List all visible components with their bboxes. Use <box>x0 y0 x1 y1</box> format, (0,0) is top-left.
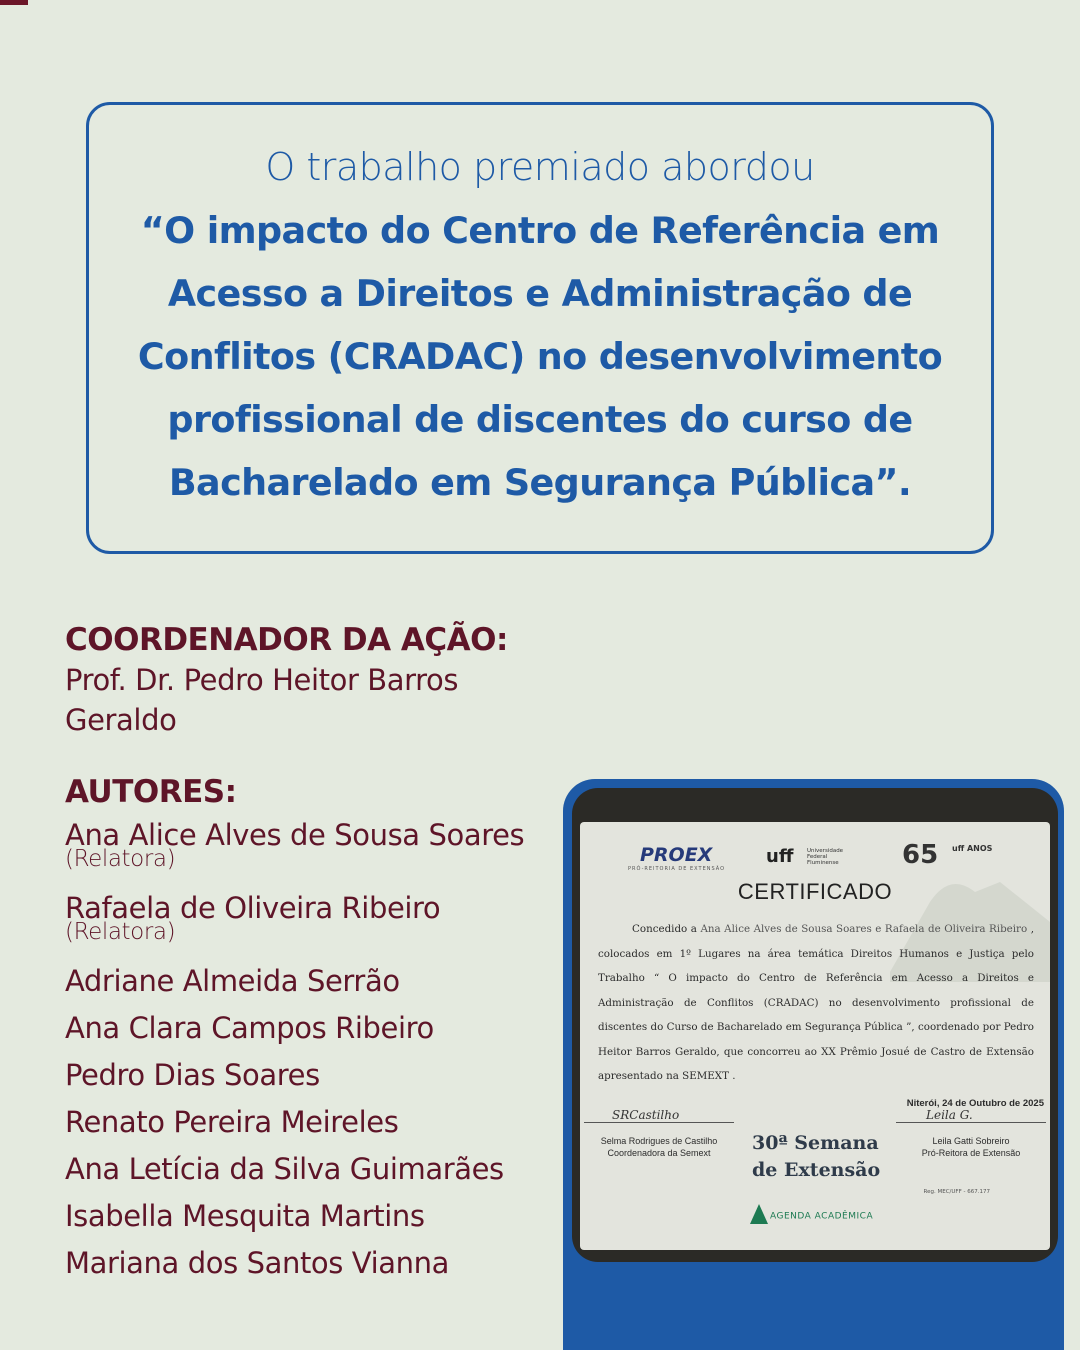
author-name: Pedro Dias Soares <box>65 1058 320 1092</box>
certificate-photo <box>572 788 1058 1262</box>
author-item <box>65 1146 565 1193</box>
semana-line-2: de Extensão <box>752 1159 881 1181</box>
author-name: Ana Clara Campos Ribeiro <box>65 1011 434 1045</box>
signature-left-role: Coordenadora da Semext <box>607 1148 711 1158</box>
quote-intro: O trabalho premiado abordou <box>265 145 815 189</box>
author-name: Ana Alice Alves de Sousa Soares <box>65 818 525 852</box>
author-item <box>65 958 565 1005</box>
uff-65-years-logo: 65 <box>902 840 939 870</box>
agenda-label: AGENDA ACADÊMICA <box>770 1211 874 1222</box>
certificate-date: Niterói, 24 de Outubro de 2025 <box>906 1098 1044 1109</box>
author-name: Adriane Almeida Serrão <box>65 964 400 998</box>
uff-logo-subtitle: Universidade Federal Fluminense <box>807 848 844 866</box>
author-role: (Relatora) <box>65 846 176 872</box>
award-quote-box <box>86 102 994 554</box>
certificate-paper <box>580 822 1050 1250</box>
author-item <box>65 885 565 958</box>
proex-logo-subtitle: PRÓ-REITORIA DE EXTENSÃO <box>628 866 726 872</box>
author-name: Ana Letícia da Silva Guimarães <box>65 1152 504 1186</box>
certificate-awardee-names: Ana Alice Alves de Sousa Soares e Rafaela de Oliveira Ribeiro <box>700 923 1028 935</box>
handwritten-signature-icon: Leila G. <box>926 1108 973 1122</box>
authors-list <box>65 812 565 1287</box>
semana-extensao-logo <box>752 1130 880 1184</box>
uff-65-years-subtitle: uff ANOS <box>952 844 993 853</box>
certificate-body-text: , colocados em 1º Lugares na área temática Direitos Humanos e Justiça pelo Trabalho “ O impacto do Centro de Referência em Acesso a Direitos e Administração de Conflitos (CRADAC) no desenvolvimento profissional de discentes do Curso de Bacharelado em Segurança Pública ”, coordenado por Pedro Heitor Barros Geraldo, que concorreu ao XX Prêmio Josué de Castro de Extensão apresentado na SEMEXT . <box>598 923 1034 1082</box>
people-section <box>65 620 565 1287</box>
certificate-body <box>598 917 1034 1089</box>
author-name: Renato Pereira Meireles <box>65 1105 399 1139</box>
signature-left-name: Selma Rodrigues de Castilho <box>600 1136 718 1146</box>
signature-right-name: Leila Gatti Sobreiro <box>932 1136 1010 1146</box>
certificate-registration: Reg. MEC/UFF - 667.177 <box>923 1189 990 1195</box>
signature-line <box>896 1108 1046 1133</box>
semana-line-1: 30ª Semana <box>752 1132 879 1154</box>
signature-right <box>896 1108 1046 1159</box>
author-item <box>65 1240 565 1287</box>
certificate-heading: CERTIFICADO <box>737 879 893 904</box>
author-item <box>65 1193 565 1240</box>
certificate-logos <box>580 840 1050 874</box>
coordinator-heading: COORDENADOR DA AÇÃO: <box>65 622 508 658</box>
signature-right-role: Pró-Reitora de Extensão <box>921 1148 1021 1158</box>
author-name: Mariana dos Santos Vianna <box>65 1246 449 1280</box>
award-work-title: “O impacto do Centro de Referência em Acesso a Direitos e Administração de Conflitos (CRADAC) no desenvolvimento profissional de discentes do curso de Bacharelado em Segurança Pública”. <box>137 209 943 504</box>
author-item <box>65 812 565 885</box>
author-item <box>65 1005 565 1052</box>
coordinator-name: Prof. Dr. Pedro Heitor Barros Geraldo <box>65 663 459 737</box>
authors-heading: AUTORES: <box>65 774 237 810</box>
certificate-body-pre: Concedido a <box>632 923 701 935</box>
uff-logo: uff <box>766 846 794 867</box>
handwritten-signature-icon: SRCastilho <box>612 1108 680 1122</box>
corner-accent-bar <box>0 0 28 5</box>
author-item <box>65 1099 565 1146</box>
author-name: Rafaela de Oliveira Ribeiro <box>65 891 441 925</box>
author-name: Isabella Mesquita Martins <box>65 1199 425 1233</box>
author-item <box>65 1052 565 1099</box>
signature-line <box>584 1108 734 1133</box>
agenda-triangle-icon <box>750 1204 768 1224</box>
author-role: (Relatora) <box>65 919 176 945</box>
proex-logo: PROEX <box>640 844 713 866</box>
signature-left <box>584 1108 734 1159</box>
agenda-academica-logo <box>750 1206 873 1226</box>
